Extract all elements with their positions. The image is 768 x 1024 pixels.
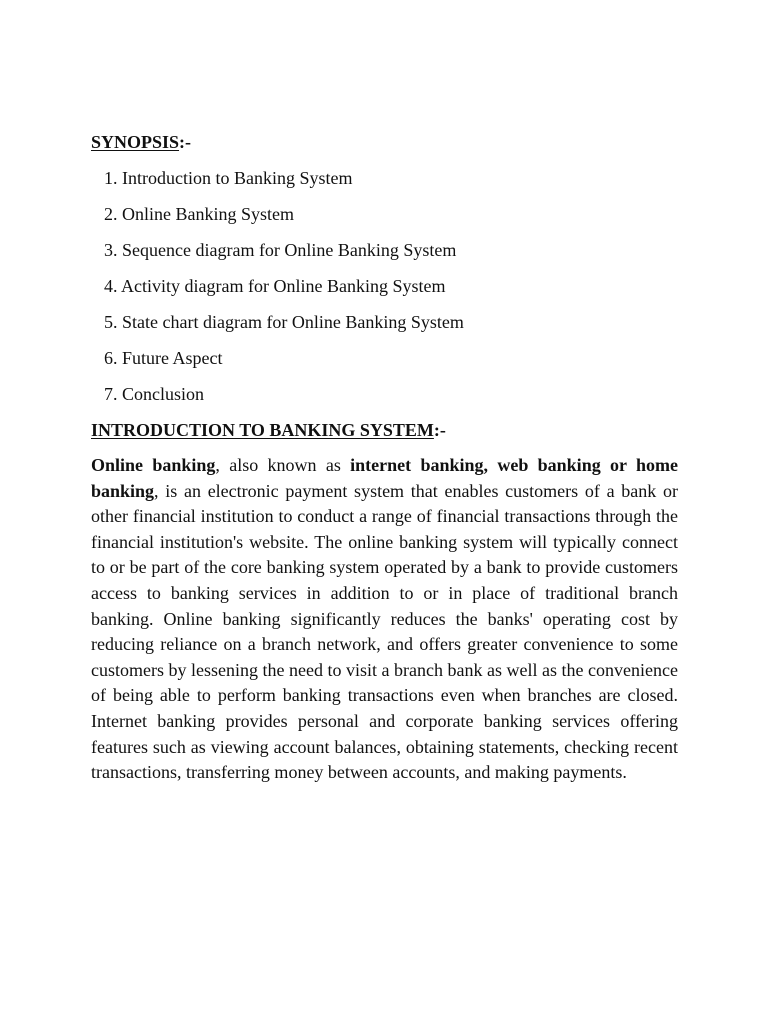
- term-bank: bank: [621, 480, 657, 501]
- term-core-banking: core banking: [230, 557, 325, 578]
- synopsis-item: 1. Introduction to Banking System: [104, 168, 353, 188]
- synopsis-list: [104, 167, 464, 419]
- term-financial-transactions: financial transactions: [436, 506, 591, 527]
- paragraph-text: to conduct a range of: [273, 506, 437, 527]
- synopsis-heading-text: SYNOPSIS: [91, 132, 180, 152]
- term-electronic-payment: electronic payment: [207, 480, 348, 501]
- introduction-heading-text: INTRODUCTION TO BANKING SYSTEM: [91, 420, 434, 440]
- synopsis-heading: [91, 131, 191, 153]
- synopsis-item: 5. State chart diagram for Online Banking System: [104, 312, 464, 332]
- introduction-heading-suffix: :-: [433, 420, 446, 440]
- paragraph-text: , is an: [154, 480, 208, 501]
- term-online-banking: Online banking: [91, 455, 216, 475]
- synopsis-item: 4. Activity diagram for Online Banking System: [104, 276, 446, 296]
- term-financial-institution: financial institution: [132, 506, 274, 527]
- paragraph-text: system operated by a bank to provide customers access to banking services in addition to or in place of traditional: [91, 557, 679, 603]
- paragraph-text: system that enables customers of a: [347, 480, 622, 501]
- introduction-paragraph: [91, 453, 678, 786]
- paragraph-text: . Online banking significantly reduces the banks' operating cost by reducing reliance on a branch network, and offers greater convenience to some customers by lessening the need to visit a branch bank as well as the convenience of being able to perform banking transactions even when branches are closed. Internet banking provides personal and corporate banking services offering features such as viewing account balances, obtaining statements, checking recent transactions, transferring money between accounts, and making payments.: [91, 608, 678, 783]
- synopsis-item: 2. Online Banking System: [104, 204, 294, 224]
- synopsis-item: 3. Sequence diagram for Online Banking System: [104, 240, 457, 260]
- introduction-heading: [91, 419, 446, 441]
- synopsis-item: 7. Conclusion: [104, 384, 205, 404]
- term-branch-banking: branch banking: [91, 582, 678, 629]
- paragraph-text: or other: [91, 480, 678, 527]
- synopsis-item: 6. Future Aspect: [104, 348, 223, 368]
- term-internet-banking: internet banking, web banking or home banking: [91, 455, 678, 501]
- paragraph-text: , also known as: [215, 455, 351, 475]
- paragraph-text: through the financial institution's website. The online banking system will typically connect to or be part of the: [91, 506, 679, 578]
- synopsis-heading-suffix: :-: [179, 132, 192, 152]
